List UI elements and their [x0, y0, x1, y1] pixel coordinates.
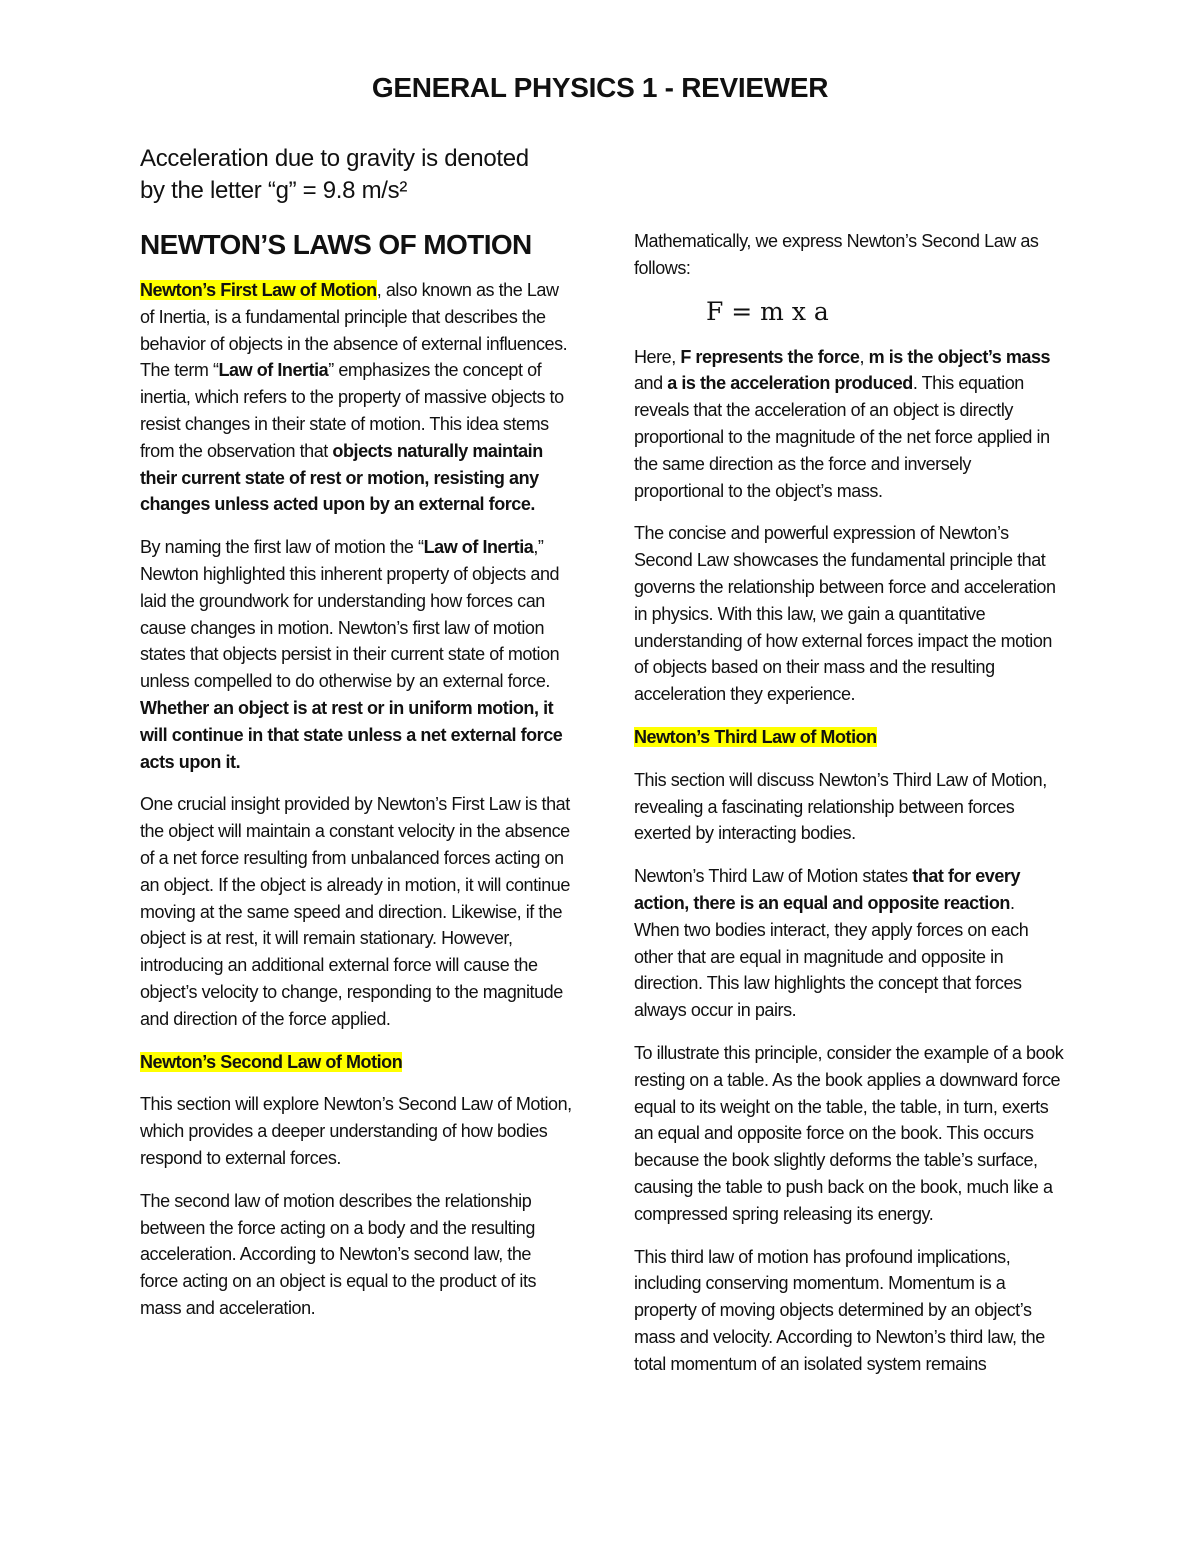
second-law-paragraph-3: Mathematically, we express Newton’s Second Law as follows: — [634, 231, 1039, 278]
text-run: , — [859, 346, 869, 367]
bold-statement: that for every action, there is an equal and opposite reaction — [634, 866, 1021, 913]
text-run: . When two bodies interact, they apply forces on each other that are equal in magnitude and opposite in direction. This law highlights the concept that forces always occur in pairs. — [634, 892, 1029, 1021]
third-law-heading-line — [634, 724, 1064, 751]
gravity-statement — [140, 143, 580, 207]
first-law-heading: Newton’s First Law of Motion — [140, 280, 377, 300]
text-run: ,” Newton highlighted this inherent property of objects and laid the groundwork for understanding how forces can cause changes in motion. Newton’s first law of motion states that objects persist in their current state of motion unless compelled to do otherwise by an external force. — [140, 537, 560, 692]
right-column — [634, 228, 1064, 1393]
second-law-paragraph-1: This section will explore Newton’s Second Law of Motion, which provides a deeper understanding of how bodies respond to external forces. — [140, 1094, 572, 1168]
second-law-heading-line — [140, 1049, 572, 1076]
third-law-paragraph-1: This section will discuss Newton’s Third Law of Motion, revealing a fascinating relationship between forces exerted by interacting bodies. — [634, 769, 1047, 844]
third-law-paragraph-4: This third law of motion has profound implications, including conserving momentum. Momentum is a property of moving objects determined by an object’s mass and velocity. According to Newton’s third law, the total momentum of an isolated system remains — [634, 1246, 1045, 1374]
left-column — [140, 228, 572, 1338]
second-law-heading: Newton’s Second Law of Motion — [140, 1051, 403, 1072]
third-law-heading: Newton’s Third Law of Motion — [634, 726, 877, 747]
formula: F = m x a — [706, 296, 829, 326]
text-run: By naming the first law of motion the “ — [140, 537, 424, 558]
text-run: . This equation reveals that the acceleration of an object is directly proportional to the magnitude of the net force applied in the same direction as the force and inversely proportional to the object’s mass. — [634, 373, 1050, 501]
text-run: and — [634, 373, 668, 394]
second-law-paragraph-2: The second law of motion describes the relationship between the force acting on a body and the resulting acceleration. According to Newton’s second law, the force acting on an object is equal to the product of its mass and acceleration. — [140, 1190, 537, 1318]
bold-statement: Whether an object is at rest or in uniform motion, it will continue in that state unless a net external force acts upon it. — [140, 697, 563, 772]
law-of-inertia-term: Law of Inertia — [423, 537, 534, 558]
text-run: Newton’s Third Law of Motion states — [634, 866, 913, 887]
first-law-paragraph-3: One crucial insight provided by Newton’s First Law is that the object will maintain a constant velocity in the absence of a net force resulting from unbalanced forces acting on an object. If the object is already in motion, it will continue moving at the same speed and direction. Likewise, if the object is at rest, it will remain stationary. However, introducing an additional external force will cause the object’s velocity to change, responding to the magnitude and direction of the force applied. — [140, 794, 570, 1029]
second-law-paragraph-5: The concise and powerful expression of Newton’s Second Law showcases the fundamental principle that governs the relationship between force and acceleration in physics. With this law, we gain a quantitative understanding of how external forces impact the motion of objects based on their mass and the resulting acceleration they experience. — [634, 523, 1056, 705]
text-run: Here, — [634, 346, 681, 367]
second-law-paragraph-4 — [634, 344, 1064, 505]
text-run: , also known as the Law of Inertia, is a fundamental principle that describes the behavior of objects in the absence of external influences. The term “ — [140, 280, 568, 381]
first-law-paragraph-2 — [140, 534, 572, 775]
gravity-line-2: by the letter “g” = 9.8 m/s² — [140, 177, 408, 204]
bold-term: a is the acceleration produced — [667, 373, 913, 394]
bold-term: F represents the force — [680, 346, 860, 367]
bold-term: m is the object’s mass — [868, 346, 1051, 367]
gravity-line-1: Acceleration due to gravity is denoted — [140, 145, 529, 172]
text-run: ” emphasizes the concept of inertia, which refers to the property of massive objects to resist changes in their state of motion. This idea stems from the observation that — [140, 360, 564, 461]
law-of-inertia-term: Law of Inertia — [218, 360, 329, 381]
third-law-paragraph-2 — [634, 863, 1064, 1024]
page-title: GENERAL PHYSICS 1 - REVIEWER — [371, 72, 829, 103]
third-law-paragraph-3: To illustrate this principle, consider the example of a book resting on a table. As the book applies a downward force equal to its weight on the table, the table, in turn, exerts an equal and opposite force on the book. This occurs because the book slightly deforms the table’s surface, causing the table to push back on the book, much like a compressed spring releasing its energy. — [634, 1042, 1064, 1224]
first-law-paragraph-1 — [140, 277, 572, 518]
bold-statement: objects naturally maintain their current state of rest or motion, resisting any changes unless acted upon by an external force. — [140, 440, 543, 515]
section-title: NEWTON’S LAWS OF MOTION — [140, 229, 532, 260]
